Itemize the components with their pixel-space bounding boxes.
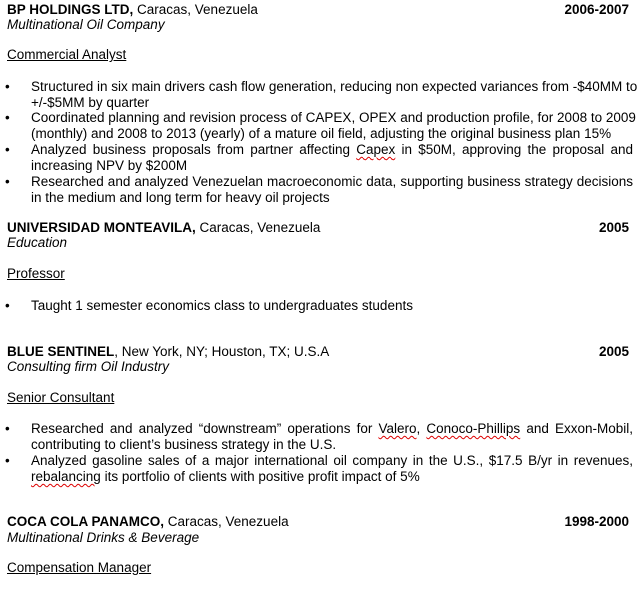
list-item: Researched and analyzed Venezuelan macroeconomic data, supporting business strategy decisions in the medium and long term for heavy oil projects (31, 174, 633, 205)
org-name: UNIVERSIDAD MONTEAVILA, (7, 220, 196, 235)
bullet-icon: • (5, 110, 10, 125)
spellcheck-word: Conoco-Phillips (426, 421, 521, 436)
org-heading (7, 514, 289, 530)
org-location: , New York, NY; Houston, TX; U.S.A (114, 344, 330, 359)
spellcheck-word: Capex (356, 142, 396, 157)
bullet-icon: • (5, 79, 10, 94)
list-item: Taught 1 semester economics class to undergraduates students (31, 298, 413, 313)
bullet-icon: • (5, 298, 10, 313)
org-location: Caracas, Venezuela (133, 2, 258, 17)
job-title: Compensation Manager (7, 560, 152, 575)
org-heading (7, 344, 329, 360)
org-description: Education (7, 235, 68, 250)
date-range: 2005 (598, 344, 629, 359)
job-title: Professor (7, 266, 65, 281)
date-range: 2005 (598, 220, 629, 235)
org-description: Consulting firm Oil Industry (7, 359, 170, 374)
org-description: Multinational Drinks & Beverage (7, 530, 200, 545)
bullet-icon: • (5, 453, 10, 468)
list-item: Analyzed business proposals from partner affecting Capex in $50M, approving the proposal and increasing NPV by $200M (31, 142, 634, 173)
list-item: Analyzed gasoline sales of a major international oil company in the U.S., $17.5 B/yr in revenues, rebalancing its portfolio of clients with positive profit impact of 5% (31, 453, 633, 484)
bullet-icon: • (5, 421, 10, 436)
org-heading (7, 220, 320, 236)
org-name: BLUE SENTINEL (7, 344, 115, 359)
date-range: 1998-2000 (564, 514, 629, 529)
org-name: BP HOLDINGS LTD, (7, 2, 134, 17)
list-item: Researched and analyzed “downstream” operations for Valero, Conoco-Phillips and Exxon-Mobil, contributing to client’s business strategy in the U.S. (31, 421, 633, 452)
bullet-icon: • (5, 174, 10, 189)
org-description: Multinational Oil Company (7, 17, 165, 32)
job-title: Senior Consultant (7, 390, 115, 405)
list-item: Coordinated planning and revision process of CAPEX, OPEX and production profile, for 2008 to 2009 (monthly) and 2008 to 2013 (yearly) of a mature oil field, adjusting the original business plan 15% (31, 110, 636, 141)
org-name: COCA COLA PANAMCO, (7, 514, 164, 529)
bullet-icon: • (5, 142, 10, 157)
org-location: Caracas, Venezuela (195, 220, 321, 235)
list-item: Structured in six main drivers cash flow generation, reducing non expected variances from -$40MM to +/-$5MM by quarter (31, 79, 638, 110)
date-range: 2006-2007 (564, 2, 629, 17)
job-title: Commercial Analyst (7, 47, 127, 62)
org-location: Caracas, Venezuela (164, 514, 289, 529)
spellcheck-word: rebalancing (31, 469, 101, 484)
spellcheck-word: Valero (378, 421, 417, 436)
org-heading (7, 2, 258, 18)
